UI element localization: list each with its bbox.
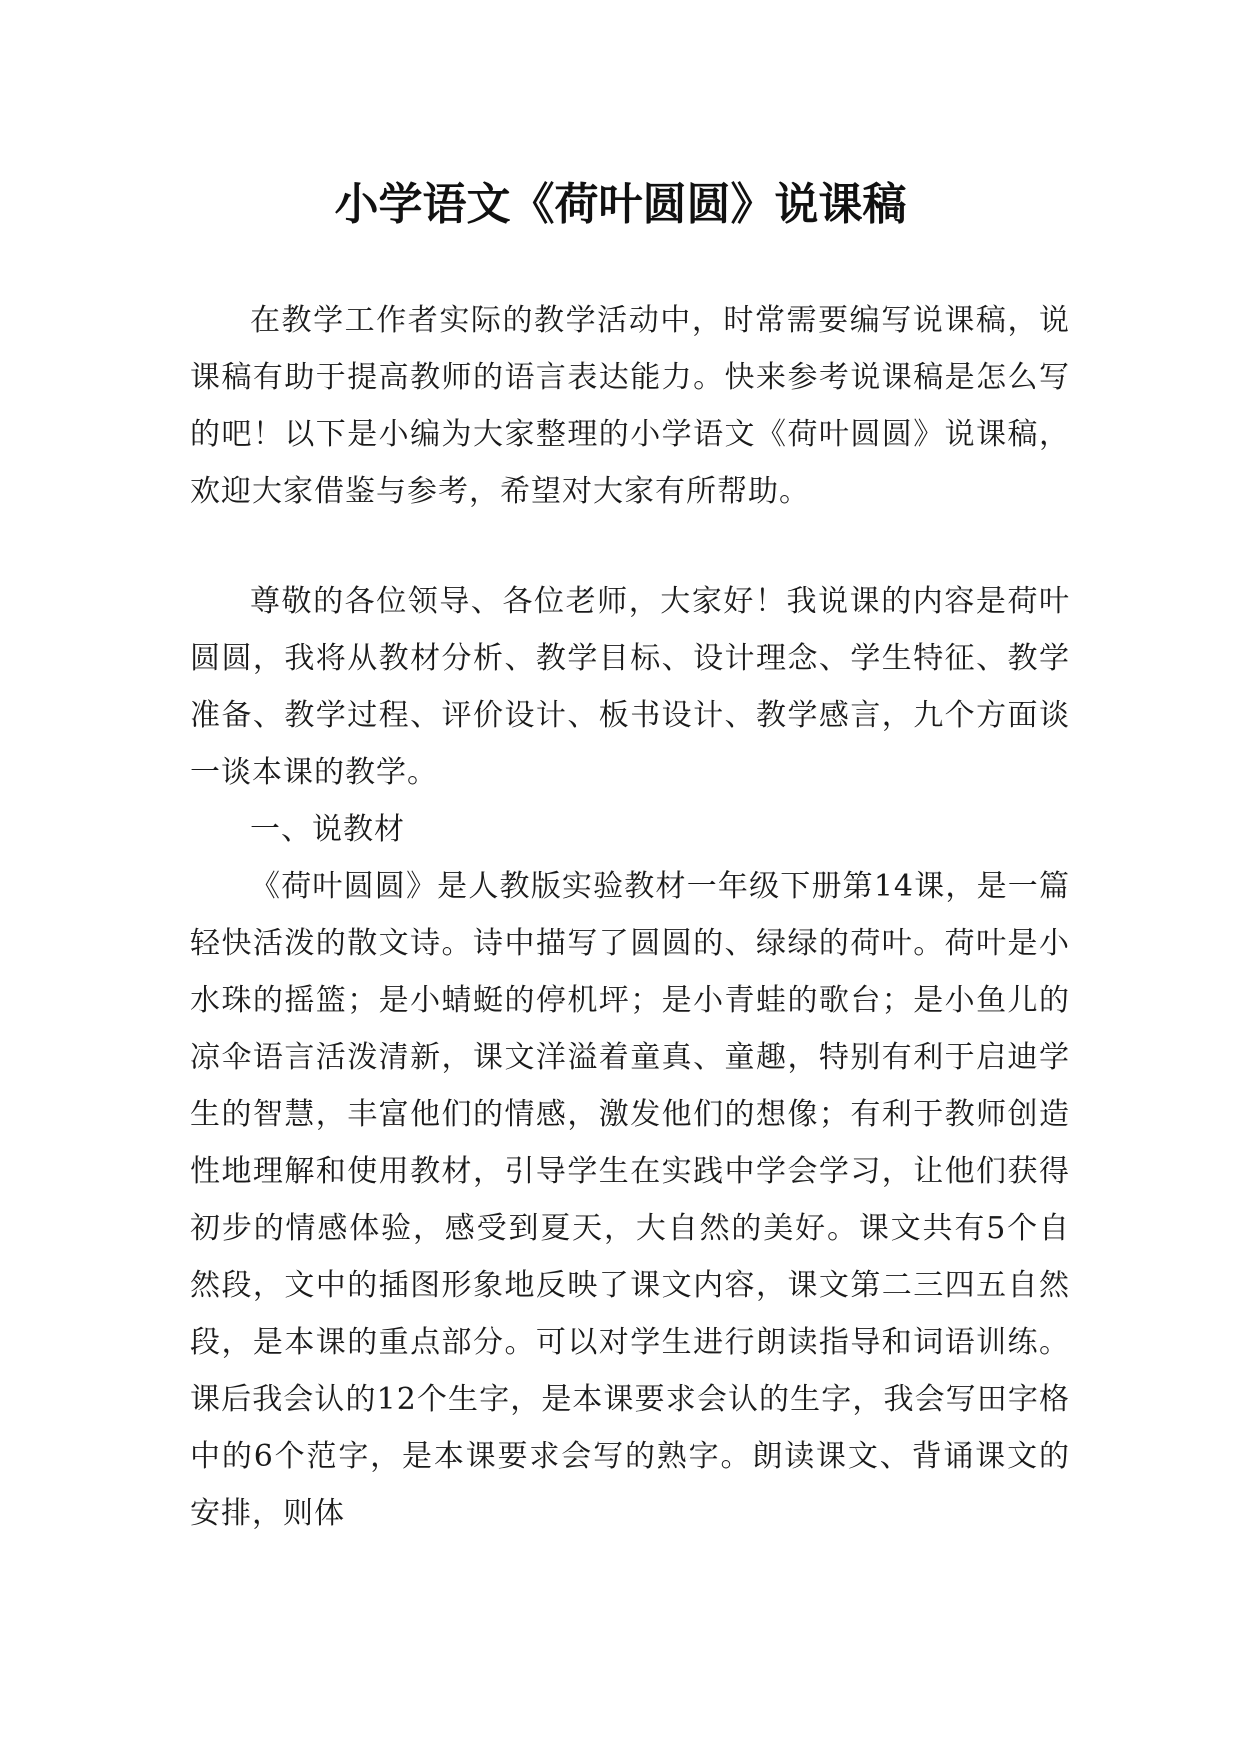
page-title: 小学语文《荷叶圆圆》说课稿 <box>334 179 907 231</box>
section-paragraph: 《荷叶圆圆》是人教版实验教材一年级下册第14课，是一篇轻快活泼的散文诗。诗中描写了圆圆的、绿绿的荷叶。荷叶是小水珠的摇篮；是小蜻蜓的停机坪；是小青蛙的歌台；是小鱼儿的凉伞语言活泼清新，课文洋溢着童真、童趣，特别有利于启迪学生的智慧，丰富他们的情感，激发他们的想像；有利于教师创造性地理解和使用教材，引导学生在实践中学会学习，让他们获得初步的情感体验，感受到夏天，大自然的美好。课文共有5个自然段，文中的插图形象地反映了课文内容，课文第二三四五自然段，是本课的重点部分。可以对学生进行朗读指导和词语训练。课后我会认的12个生字，是本课要求会认的生字，我会写田字格中的6个范字，是本课要求会写的熟字。朗读课文、背诵课文的安排，则体 <box>190 869 1070 1531</box>
greeting-paragraph: 尊敬的各位领导、各位老师，大家好！我说课的内容是荷叶圆圆，我将从教材分析、教学目标、设计理念、学生特征、教学准备、教学过程、评价设计、板书设计、教学感言，九个方面谈一谈本课的教学。 <box>190 584 1070 790</box>
main-section <box>190 573 1070 1542</box>
intro-paragraph: 在教学工作者实际的教学活动中，时常需要编写说课稿，说课稿有助于提高教师的语言表达能力。快来参考说课稿是怎么写的吧！以下是小编为大家整理的小学语文《荷叶圆圆》说课稿，欢迎大家借鉴与参考，希望对大家有所帮助。 <box>190 303 1070 509</box>
section-heading: 一、说教材 <box>250 812 405 847</box>
intro-section <box>190 292 1070 520</box>
